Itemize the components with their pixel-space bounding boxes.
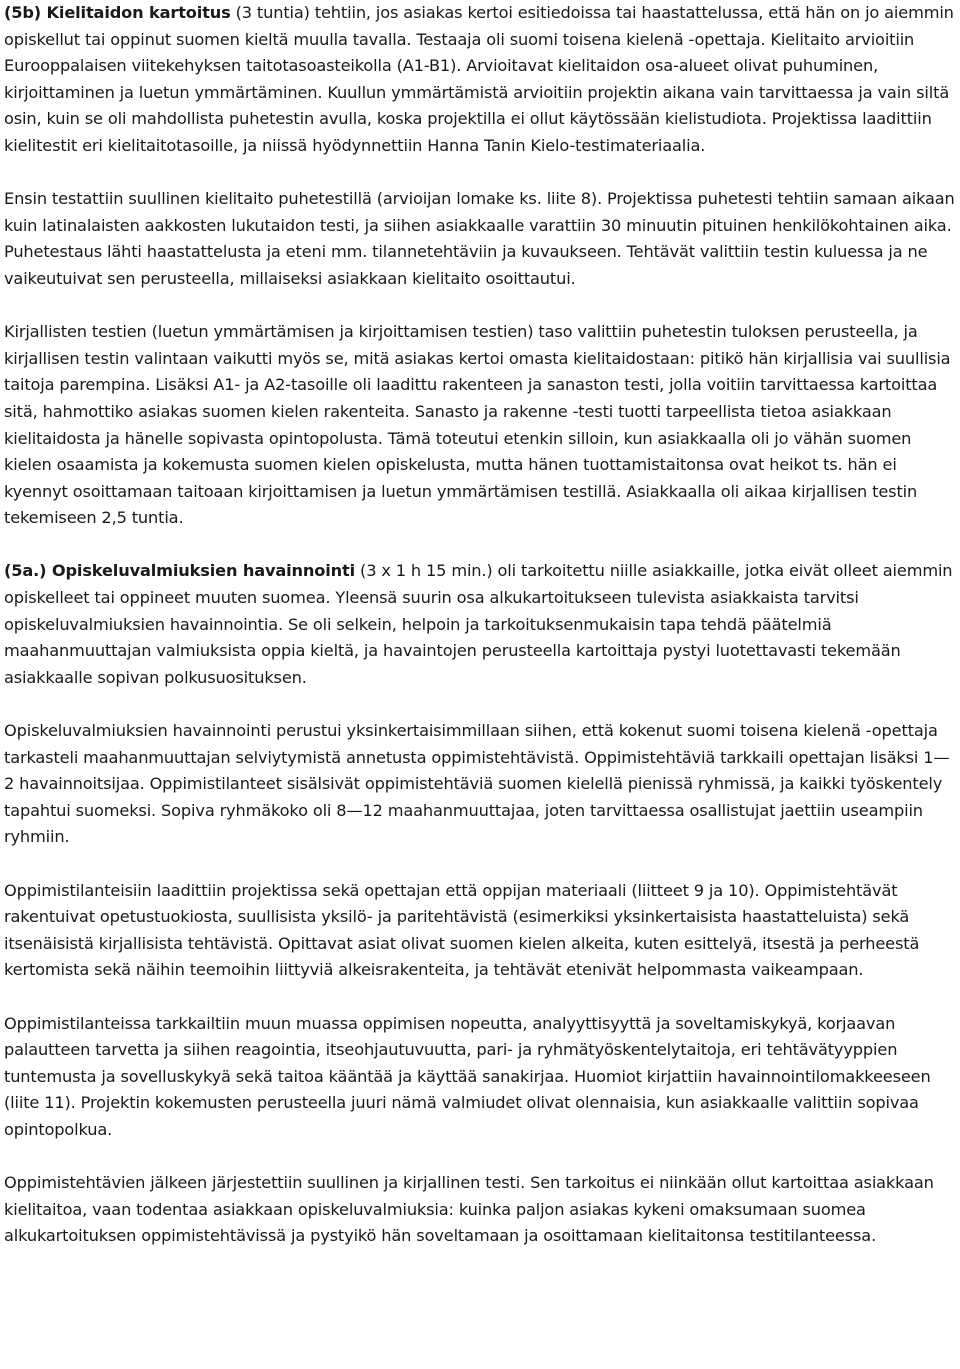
paragraph-kirjalliset-testit (4, 319, 956, 532)
paragraph-text: (3 tuntia) tehtiin, jos asiakas kertoi esitiedoissa tai haastattelussa, että hän on jo aiemmin opiskellut tai oppinut suomen kieltä muulla tavalla. Testaaja oli suomi toisena kielenä -opettaja. Kielitaito arvioitiin Eurooppalaisen viitekehyksen taitotasoasteikolla (A1-B1). Arvioitavat kielitaidon osa-alueet olivat puhuminen, kirjoittaminen ja luetun ymmärtäminen. Kuullun ymmärtämistä arvioitiin projektin aikana vain tarvittaessa ja vain siltä osin, kuin se oli mahdollista puhetestin avulla, koska projektilla ei ollut käytössään kielistudiota. Projektissa laadittiin kielitestit eri kielitaitotasoille, ja niissä hyödynnettiin Hanna Tanin Kielo-testimateriaalia. (4, 3, 954, 155)
paragraph-loppuvaiheen-testi (4, 1170, 956, 1250)
paragraph-text: Oppimistilanteissa tarkkailtiin muun muassa oppimisen nopeutta, analyyttisyyttä ja soveltamiskykyä, korjaavan palautteen tarvetta ja siihen reagointia, itseohjautuvuutta, pari- ja ryhmätyöskentelytaitoja, eri tehtävätyyppien tuntemusta ja sovelluskykyä sekä taitoa kääntää ja käyttää sanakirjaa. Huomiot kirjattiin havainnointilomakkeeseen (liite 11). Projektin kokemusten perusteella juuri nämä valmiudet olivat olennaisia, kun asiakkaalle valittiin sopivaa opintopolkua. (4, 1013, 931, 1139)
paragraph-havainnointi-perustui (4, 718, 956, 851)
paragraph-text: Oppimistilanteisiin laadittiin projektissa sekä opettajan että oppijan materiaali (liitteet 9 ja 10). Oppimistehtävät rakentuivat opetustuokiosta, suullisista yksilö- ja paritehtävistä (esimerkiksi yksinkertaisista haastatteluista) sekä itsenäisistä kirjallisista tehtävistä. Opittavat asiat olivat suomen kielen alkeita, kuten esittelyä, itsestä ja perheestä kertomista sekä näihin teemoihin liittyviä alkeisrakenteita, ja tehtävät etenivät helpommasta vaikeampaan. (4, 880, 920, 980)
document-page (4, 0, 956, 1250)
paragraph-kielitaidon-kartoitus (4, 0, 956, 160)
paragraph-opiskeluvalmiuksien-havainnointi (4, 558, 956, 691)
section-heading-5b: (5b) Kielitaidon kartoitus (4, 3, 231, 22)
paragraph-tarkkaillut-valmiudet (4, 1011, 956, 1144)
paragraph-text: Opiskeluvalmiuksien havainnointi perustui yksinkertaisimmillaan siihen, että kokenut suomi toisena kielenä -opettaja tarkasteli maahanmuuttajan selviytymistä annetusta oppimistehtävistä. Oppimistehtäviä tarkkaili opettajan lisäksi 1—2 havainnoitsijaa. Oppimistilanteet sisälsivät oppimistehtäviä suomen kielellä pienissä ryhmissä, ja kaikki työskentely tapahtui suomeksi. Sopiva ryhmäkoko oli 8—12 maahanmuuttajaa, joten tarvittaessa osallistujat jaettiin useampiin ryhmiin. (4, 721, 950, 847)
paragraph-oppimistilanteet-materiaali (4, 878, 956, 984)
paragraph-text: Kirjallisten testien (luetun ymmärtämisen ja kirjoittamisen testien) taso valittiin puhetestin tuloksen perusteella, ja kirjallisen testin valintaan vaikutti myös se, mitä asiakas kertoi omasta kielitaidostaan: pitikö hän kirjallisia vai suullisia taitoja parempina. Lisäksi A1- ja A2-tasoille oli laadittu rakenteen ja sanaston testi, jolla voitiin tarvittaessa kartoittaa sitä, hahmottiko asiakas suomen kielen rakenteita. Sanasto ja rakenne -testi tuotti tarpeellista tietoa asiakkaan kielitaidosta ja hänelle sopivasta opintopolusta. Tämä toteutui etenkin silloin, kun asiakkaalla oli jo vähän suomen kielen osaamista ja kokemusta suomen kielen opiskelusta, mutta hänen tuottamistaitonsa ovat heikot ts. hän ei kyennyt osoittamaan taitoaan kirjoittamisen ja luetun ymmärtämisen testillä. Asiakkaalla oli aikaa kirjallisen testin tekemiseen 2,5 tuntia. (4, 322, 951, 528)
paragraph-text: (3 x 1 h 15 min.) oli tarkoitettu niille asiakkaille, jotka eivät olleet aiemmin opiskelleet tai oppineet muuten suomea. Yleensä suurin osa alkukartoitukseen tulevista asiakkaista tarvitsi opiskeluvalmiuksien havainnointia. Se oli selkein, helpoin ja tarkoituksenmukaisin tapa tehdä päätelmiä maahanmuuttajan valmiuksista oppia kieltä, ja havaintojen perusteella kartoittaja pystyi luotettavasti tekemään asiakkaalle sopivan polkusuosituksen. (4, 561, 953, 687)
paragraph-text: Ensin testattiin suullinen kielitaito puhetestillä (arvioijan lomake ks. liite 8). Projektissa puhetesti tehtiin samaan aikaan kuin latinalaisten aakkosten lukutaidon testi, ja siihen asiakkaalle varattiin 30 minuutin pituinen henkilökohtainen aika. Puhetestaus lähti haastattelusta ja eteni mm. tilannetehtäviin ja kuvaukseen. Tehtävät valittiin testin kuluessa ja ne vaikeutuivat sen perusteella, millaiseksi asiakkaan kielitaito osoittautui. (4, 189, 955, 288)
section-heading-5a: (5a.) Opiskeluvalmiuksien havainnointi (4, 561, 356, 581)
paragraph-suullinen-testi (4, 186, 956, 292)
paragraph-text: Oppimistehtävien jälkeen järjestettiin suullinen ja kirjallinen testi. Sen tarkoitus ei niinkään ollut kartoittaa asiakkaan kielitaitoa, vaan todentaa asiakkaan opiskeluvalmiuksia: kuinka paljon asiakas kykeni omaksumaan suomea alkukartoituksen oppimistehtävissä ja pystyikö hän soveltamaan ja osoittamaan kielitaitonsa testitilanteessa. (4, 1173, 934, 1246)
